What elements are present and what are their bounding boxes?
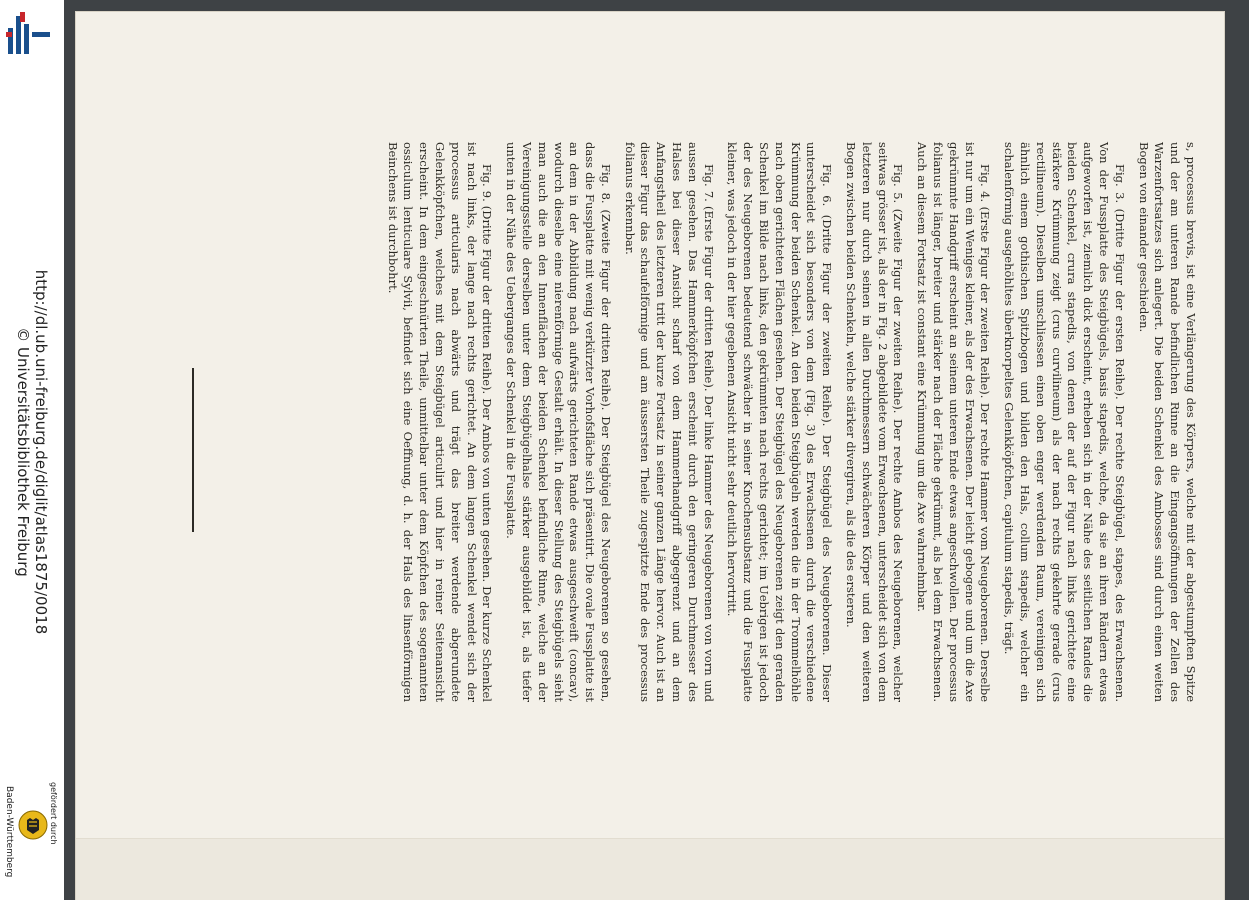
library-logo-icon — [4, 10, 54, 58]
funder-badge — [2, 780, 62, 890]
paragraph-intro: s, processus brevis, ist eine Verlängerung des Körpers, welche mit der abgestumpften Spitze und der am unteren Rande befindlichen Rinne an die Eingangsöffnungen der Zellen des Warzenfortsatzes sich anlegert. Die beiden Schenkel des Ambosses sind durch einen weiten Bogen von einander geschieden. — [1136, 142, 1198, 702]
document-page — [76, 12, 1224, 900]
funded-by-text: gefördert durch — [49, 782, 58, 845]
paragraph-fig-8: Fig. 8. (Zweite Figur der dritten Reihe). Der Steigbügel des Neugeborenen so gesehen, dass die Fussplatte mit wenig verkürzter Vorhofsfläche sich präsentirt. Die ovale Fussplatte ist an dem in der Abbildung nach aufwärts gerichteten Rande etwas ausgeschweift (concav), wodurch dieselbe eine nierenförmige Gestalt erhält. In dieser Stellung des Steigbügels sieht man auch die an den Innenflächen der beiden Schenkel befindliche Rinne, welche an der Vereinigungsstelle derselben unter dem Steigbügelhalse stärker ausgebildet ist, als tiefer unten in der Nähe des Ueberganges der Schenkel in die Fussplatte. — [504, 142, 613, 702]
page-edge-band — [76, 838, 1224, 900]
paragraph-fig-5: Fig. 5. (Zweite Figur der zweiten Reihe). Der rechte Ambos des Neugeborenen, welcher seitwas grösser ist, als der in Fig. 2 abgebildete vom Erwachsenen, unterscheidet sich von dem letzteren nur durch seinen in allen Durchmessern schwächeren Körper und den weiteren Bogen zwischen beiden Schenkeln, welche stärker divergiren, als die des ersteren. — [844, 142, 906, 702]
paragraph-fig-7: Fig. 7. (Erste Figur der dritten Reihe). Der linke Hammer des Neugeborenen von vorn und aussen gesehen. Das Hammerköpfchen erscheint durch den geringeren Durchmesser des Halses bei dieser Ansicht scharf von dem Hammerhandgriff abgegrenzt und an dem Anfangstheil des letzteren tritt der kurze Fortsatz in seiner ganzen Länge hervor. Auch ist an dieser Figur das schaufelförmige und am äussersten Theile zugespitzte Ende des processus folianus erkennbar. — [622, 142, 716, 702]
coat-of-arms-icon — [18, 810, 48, 840]
paragraph-fig-3: Fig. 3. (Dritte Figur der ersten Reihe). Der rechte Steigbügel, stapes, des Erwachsenen. Von der Fussplatte des Steigbügels, basis stapedis, welche, da sie an ihren Rändern etwas aufgeworfen ist, ziemlich dick erscheint, erheben sich in der Nähe des seitlichen Randes die beiden Schenkel, crura stapedis, von denen der auf der Figur nach links gerichtete eine stärkere Krümmung zeigt (crus curvilineum) als der nach rechts gekehrte gerade (crus rectilineum). Dieselben umschliessen einen oben enger werdenden Raum, vereinigen sich ähnlich einem gothischen Spitzbogen und bilden den Hals, collum stapedis, welcher ein schalenförmig ausgehöhltes überknorpeltes Gelenkköpfchen, capitulum stapedis, trägt. — [1002, 142, 1127, 702]
digital-url-link[interactable]: http://dl.ub.uni-freiburg.de/diglit/atlas1875/0018 — [32, 269, 50, 635]
sidebar-strip — [0, 0, 64, 900]
paragraph-fig-6: Fig. 6. (Dritte Figur der zweiten Reihe). Der Steigbügel des Neugeborenen. Dieser unterscheidet sich besonders von dem (Fig. 3) des Erwachsenen durch die verschiedene Krümmung der beiden Schenkel. An den beiden Steigbügeln werden die in der Trommelhöhle nach oben gerichteten Flächen gesehen. Der Steigbügel des Neugeborenen zeigt den geraden Schenkel im Bilde nach links, den gekrümmten nach rechts gerichtet; im Uebrigen ist jedoch der des Neugeborenen bedeutend schwächer in seiner Knochensubstanz und die Fussplatte kleiner, was jedoch in der hier gegebenen Ansicht nicht sehr deutlich hervortritt. — [725, 142, 835, 702]
copyright-text: © Universitätsbibliothek Freiburg — [14, 327, 32, 577]
paragraph-fig-4: Fig. 4. (Erste Figur der zweiten Reihe). Der rechte Hammer vom Neugeborenen. Derselbe ist nur um ein Weniges kleiner, als der des Erwachsenen. Der leicht gebogene und um die Axe gekrümmte Handgriff erscheint an seinem unteren Ende etwas angeschwollen. Der processus folianus ist länger, breiter und stärker nach der Fläche gekrümmt, als bei dem Erwachsenen. Auch an diesem Fortsatz ist constant eine Krümmung um die Axe wahrnehmbar. — [915, 142, 993, 702]
paragraph-fig-9: Fig. 9. (Dritte Figur der dritten Reihe). Der Ambos von unten gesehen. Der kurze Schenkel ist nach links, der lange nach rechts gerichtet. An dem langen Schenkel wendet sich der processus articularis nach abwärts und trägt das breiter werdende abgerundete Gelenkköpfchen, welches mit dem Steigbügel articulirt und hier in reiner Seitenansicht erscheint. In dem eingeschnürten Theile, unmittelbar unter dem Köpfchen des sogenannten ossiculum lenticulare Sylvii, befindet sich eine Oeffnung, d. h. der Hals des linsenförmigen Beinchens ist durchbohrt. — [385, 142, 495, 702]
section-rule — [192, 368, 194, 532]
funder-name-text: Baden-Württemberg — [4, 786, 14, 878]
rotated-text-block — [376, 142, 1198, 702]
